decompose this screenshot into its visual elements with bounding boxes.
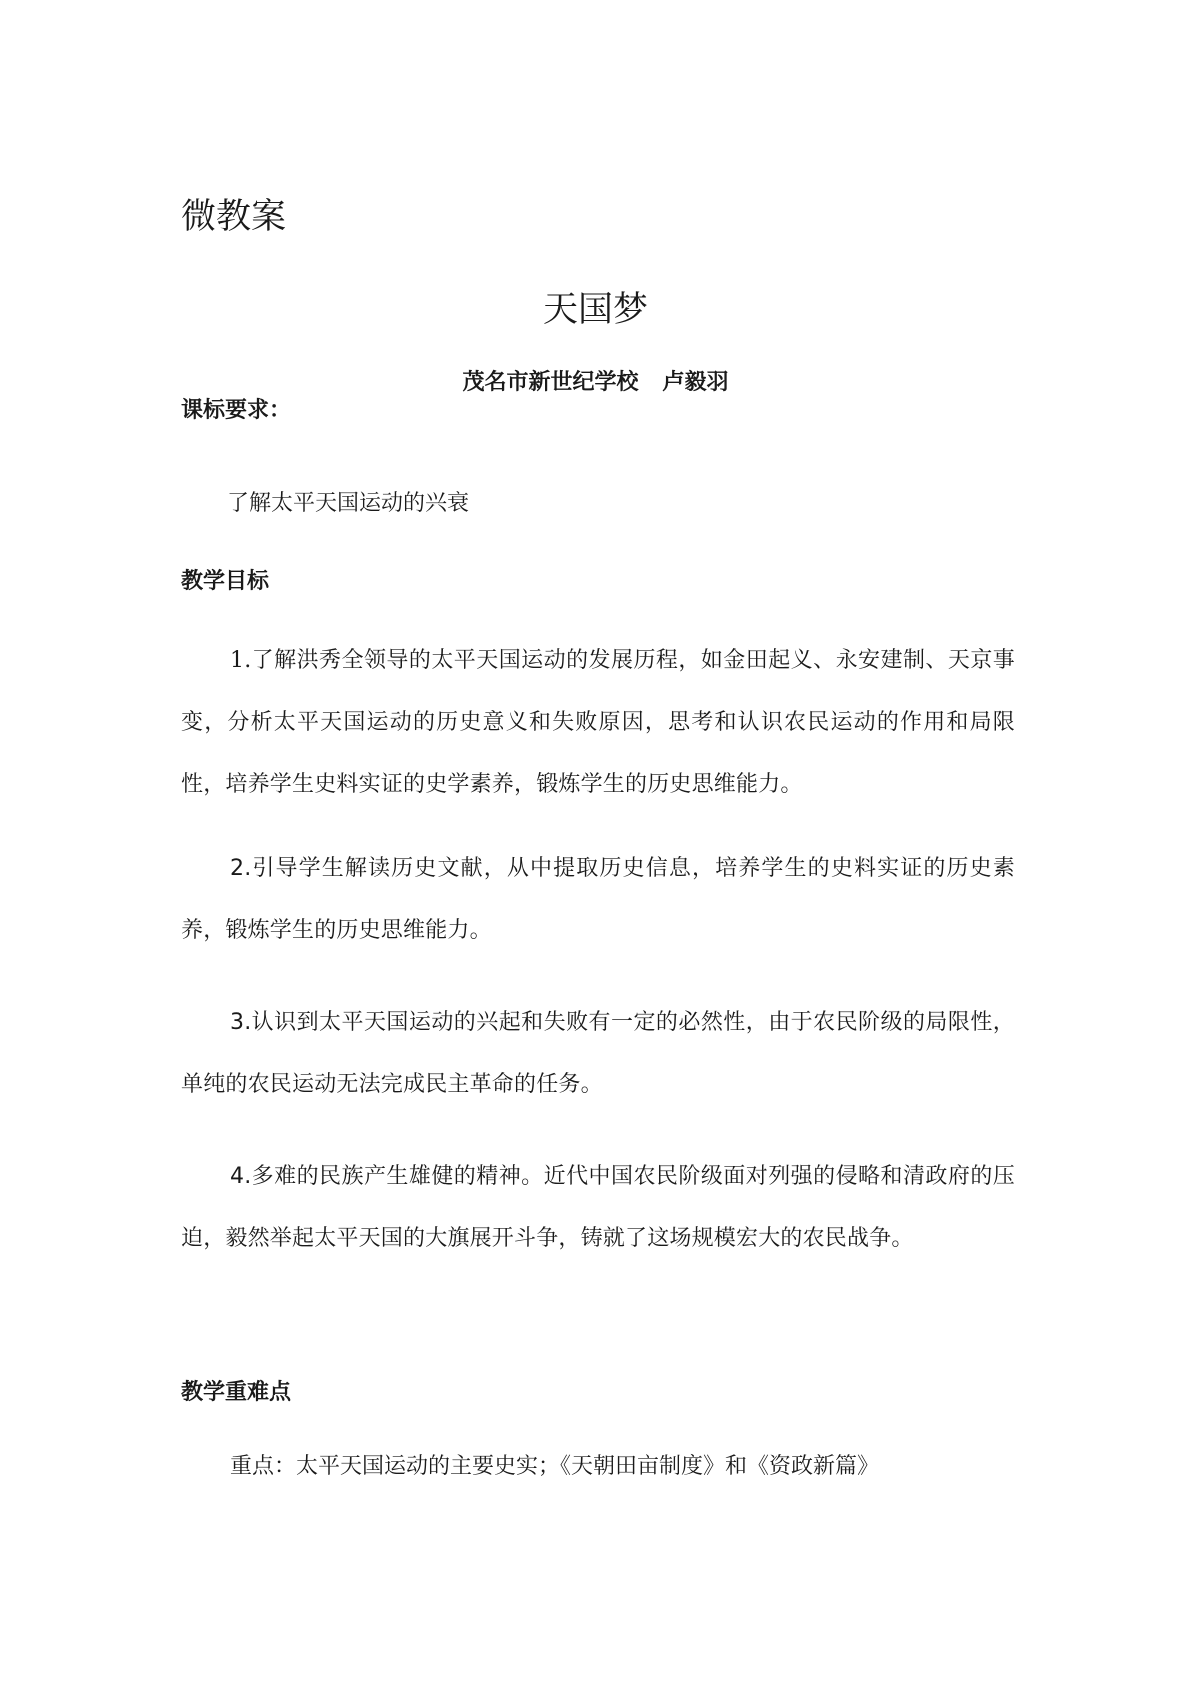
- objective-item-2: [181, 838, 1015, 962]
- key-points-text: 重点：太平天国运动的主要史实；《天朝田亩制度》和《资政新篇》: [230, 1454, 880, 1479]
- school-name: 茂名市新世纪学校: [462, 369, 639, 395]
- objective-item-1: [181, 630, 1015, 816]
- curriculum-text: 了解太平天国运动的兴衰: [227, 491, 470, 516]
- objective-item-3: [181, 992, 1015, 1116]
- objective-number: 2.: [230, 856, 252, 881]
- objectives-heading: 教学目标: [181, 569, 270, 594]
- objective-text: 引导学生解读历史文献，从中提取历史信息，培养学生的史料实证的历史素养，锻炼学生的历史思维能力。: [181, 856, 1015, 943]
- author-name: 卢毅羽: [662, 369, 729, 395]
- document-title: 微教案: [181, 197, 287, 237]
- key-points-heading: 教学重难点: [181, 1380, 292, 1405]
- objective-number: 1.: [230, 648, 252, 673]
- objective-text: 认识到太平天国运动的兴起和失败有一定的必然性，由于农民阶级的局限性，单纯的农民运动无法完成民主革命的任务。: [181, 1010, 1015, 1097]
- lesson-title: 天国梦: [542, 290, 648, 330]
- objective-number: 4.: [230, 1164, 252, 1189]
- objective-text: 了解洪秀全领导的太平天国运动的发展历程，如金田起义、永安建制、天京事变，分析太平天国运动的历史意义和失败原因，思考和认识农民运动的作用和局限性，培养学生史料实证的史学素养，锻炼学生的历史思维能力。: [181, 648, 1015, 797]
- objective-text: 多难的民族产生雄健的精神。近代中国农民阶级面对列强的侵略和清政府的压迫，毅然举起太平天国的大旗展开斗争，铸就了这场规模宏大的农民战争。: [181, 1164, 1015, 1251]
- objective-item-4: [181, 1146, 1015, 1270]
- objective-number: 3.: [230, 1010, 252, 1035]
- curriculum-heading: 课标要求：: [181, 398, 292, 423]
- author-line: [0, 366, 1191, 398]
